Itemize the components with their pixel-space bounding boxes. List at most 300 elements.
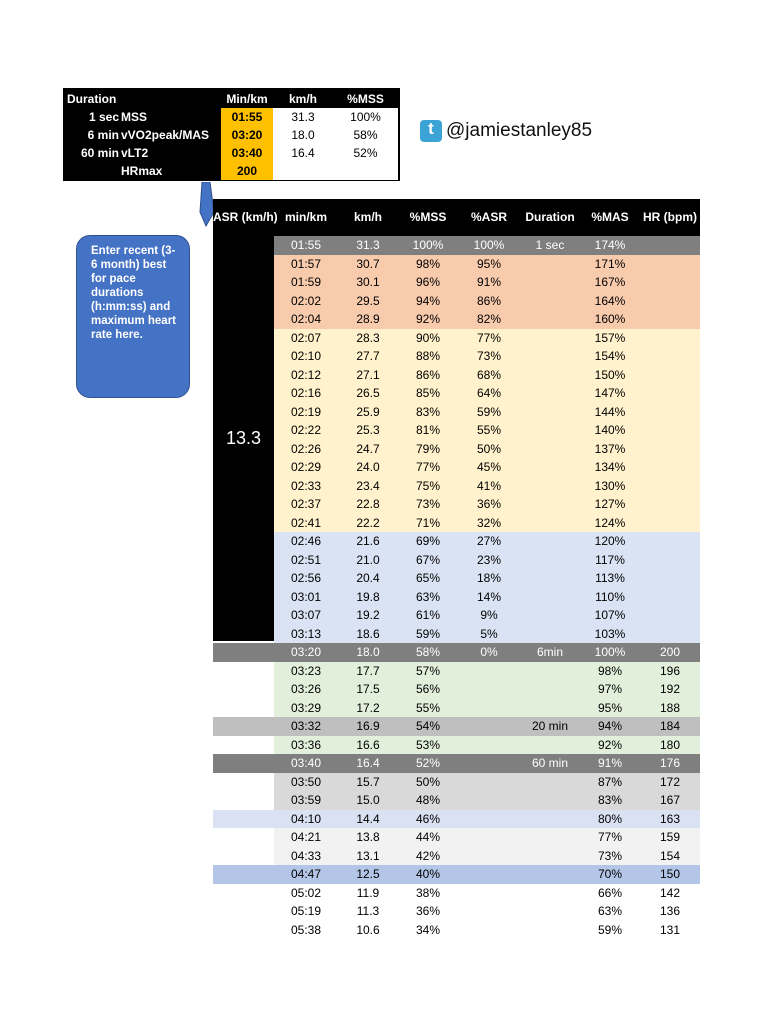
cell-mss: 67% [415,552,441,567]
cell-kmh: 20.4 [356,571,380,585]
cell-asr-percent [458,662,520,681]
cell-mas: 63% [597,904,623,918]
cell-pace: 04:21 [290,830,322,844]
cell-mas: 130% [594,478,626,493]
cell-asr-percent: 27% [476,534,502,548]
cell-duration [520,255,580,274]
table-row [274,403,700,422]
table-row [274,551,700,570]
input-duration [65,162,119,180]
cell-hr: 184 [659,719,681,733]
table-row [274,440,700,459]
cell-duration [520,847,580,866]
cell-mss: 73% [415,497,441,511]
cell-mas: 66% [597,885,623,900]
cell-duration [520,458,580,477]
header-kmh: km/h [288,92,317,106]
cell-duration [520,884,580,903]
table-row [274,699,700,718]
mss-pace-input[interactable]: 01:55 [221,108,273,126]
cell-asr-percent: 23% [476,552,502,567]
cell-duration: 1 sec [535,238,565,252]
cell-asr-percent: 32% [476,515,502,530]
cell-pace: 03:01 [290,589,322,604]
cell-kmh: 19.2 [356,608,380,622]
input-name: HRmax [121,164,163,178]
input-mss: 52% [333,144,398,162]
cell-pace: 02:41 [290,515,322,530]
cell-asr-percent [458,736,520,755]
input-row-hrmax [65,162,398,180]
cell-duration [520,366,580,385]
cell-asr-percent [458,828,520,847]
cell-pace: 05:19 [290,904,322,918]
cell-kmh: 27.7 [356,349,380,363]
input-kmh: 18.0 [273,126,333,144]
cell-mss: 94% [415,293,441,308]
cell-mas: 100% [594,645,626,659]
cell-mas: 154% [594,349,626,363]
cell-mss: 57% [415,663,441,678]
cell-mas: 98% [597,663,623,678]
cell-pace: 01:59 [290,275,322,289]
cell-hr [640,403,700,422]
cell-asr-percent: 9% [480,608,498,622]
cell-mas: 92% [597,737,623,752]
twitter-handle[interactable]: @jamiestanley85 [446,120,593,141]
table-row [274,736,700,755]
cell-hr [640,236,700,255]
col-duration: Duration [525,210,575,224]
cell-asr-percent [458,847,520,866]
cell-mss: 86% [415,367,441,382]
cell-asr-percent [458,921,520,940]
cell-kmh: 26.5 [356,386,380,400]
cell-kmh: 13.1 [356,848,380,863]
cell-mss: 79% [415,441,441,456]
cell-asr-percent: 91% [476,275,502,289]
cell-hr [640,310,700,329]
cell-pace: 03:13 [290,626,322,641]
table-row [274,588,700,607]
cell-duration [520,551,580,570]
twitter-handle-group [420,116,592,146]
cell-mas: 171% [594,256,626,271]
cell-mss: 58% [415,645,441,659]
cell-mss: 40% [415,867,441,881]
cell-mss: 96% [415,275,441,289]
table-row [274,384,700,403]
cell-pace: 03:20 [290,645,322,659]
cell-asr-percent [458,773,520,792]
input-row-mss [65,108,398,126]
cell-pace: 02:16 [290,386,322,400]
cell-kmh: 28.9 [356,312,380,326]
cell-mas: 97% [597,682,623,696]
cell-duration [520,625,580,644]
cell-mss: 55% [415,700,441,715]
cell-mas: 77% [597,830,623,844]
cell-kmh: 31.3 [356,238,380,252]
cell-pace: 03:40 [290,756,322,770]
cell-kmh: 23.4 [356,478,380,493]
cell-hr: 180 [659,737,681,752]
cell-pace: 02:04 [290,312,322,326]
cell-pace: 02:29 [290,460,322,474]
cell-hr [640,569,700,588]
cell-hr: 192 [659,682,681,696]
cell-duration [520,347,580,366]
cell-hr [640,440,700,459]
cell-pace: 03:50 [290,774,322,789]
table-row [274,347,700,366]
cell-kmh: 17.7 [356,663,380,678]
cell-hr: 196 [659,663,681,678]
table-row [274,255,700,274]
cell-kmh: 30.1 [356,275,380,289]
col-hr: HR (bpm) [643,210,697,224]
cell-mas: 140% [594,423,626,437]
cell-kmh: 27.1 [356,367,380,382]
cell-mas: 103% [594,626,626,641]
cell-mss: 36% [415,904,441,918]
cell-kmh: 28.3 [356,330,380,345]
cell-pace: 03:36 [290,737,322,752]
cell-asr-percent: 45% [476,460,502,474]
cell-mas: 144% [594,404,626,419]
cell-mss: 46% [415,811,441,826]
table-row [274,458,700,477]
cell-asr-percent: 18% [476,571,502,585]
cell-mas: 174% [594,238,626,252]
cell-asr-percent [458,791,520,810]
col-min-km: min/km [284,210,327,224]
cell-asr-percent [458,699,520,718]
cell-hr: 150 [659,867,681,881]
input-kmh [273,162,333,180]
table-row [274,847,700,866]
cell-asr-percent: 68% [476,367,502,382]
cell-hr: 200 [659,645,681,659]
cell-kmh: 29.5 [356,293,380,308]
cell-mas: 157% [594,330,626,345]
table-row [274,514,700,533]
table-row [274,366,700,385]
cell-asr-percent [458,754,520,773]
cell-duration [520,421,580,440]
cell-mas: 120% [594,534,626,548]
cell-pace: 02:37 [290,497,322,511]
cell-pace: 02:33 [290,478,322,493]
cell-hr [640,625,700,644]
cell-mss: 77% [415,460,441,474]
cell-hr: 172 [659,774,681,789]
input-table [63,88,400,181]
cell-duration [520,902,580,921]
cell-mas: 164% [594,293,626,308]
cell-mss: 53% [415,737,441,752]
input-kmh: 16.4 [273,144,333,162]
input-kmh: 31.3 [273,108,333,126]
cell-mss: 88% [415,349,441,363]
cell-mss: 100% [412,238,444,252]
cell-asr-percent [458,810,520,829]
instruction-callout [76,235,190,398]
table-row [274,921,700,940]
cell-mas: 117% [595,552,625,567]
cell-pace: 03:29 [290,700,322,715]
asr-value: 13.3 [225,428,262,448]
cell-kmh: 17.5 [356,682,380,696]
cell-kmh: 13.8 [356,830,380,844]
cell-kmh: 17.2 [356,700,380,715]
cell-hr [640,495,700,514]
cell-kmh: 11.3 [356,904,380,918]
cell-pace: 02:12 [290,367,322,382]
cell-pace: 02:56 [290,571,322,585]
input-name: vVO2peak/MAS [121,128,210,142]
cell-kmh: 11.9 [356,885,380,900]
cell-duration [520,810,580,829]
cell-mas: 160% [594,312,626,326]
table-row [274,495,700,514]
table-row [274,532,700,551]
cell-kmh: 12.5 [356,867,380,881]
cell-mas: 150% [594,367,626,382]
cell-kmh: 22.8 [356,497,380,511]
cell-kmh: 16.9 [356,719,380,733]
cell-duration [520,773,580,792]
cell-mss: 71% [415,515,441,530]
cell-duration [520,495,580,514]
cell-mss: 92% [415,312,441,326]
table-row [274,680,700,699]
cell-hr: 154 [659,848,681,863]
cell-duration [520,310,580,329]
cell-mss: 54% [415,719,441,733]
cell-asr-percent: 82% [476,312,502,326]
cell-duration: 20 min [531,719,569,733]
cell-hr [640,606,700,625]
table-row [274,606,700,625]
table-row [274,884,700,903]
cell-kmh: 19.8 [356,589,380,604]
input-mss: 100% [333,108,398,126]
cell-duration [520,865,580,884]
cell-asr-percent: 64% [476,386,502,400]
cell-mas: 113% [595,571,625,585]
cell-hr [640,384,700,403]
cell-mas: 73% [597,848,623,863]
cell-hr [640,514,700,533]
cell-duration [520,384,580,403]
cell-hr: 142 [659,885,681,900]
cell-pace: 03:23 [290,663,322,678]
cell-pace: 01:55 [290,238,322,252]
cell-duration: 6min [536,645,563,659]
cell-mss: 56% [415,682,441,696]
cell-asr-percent [458,865,520,884]
cell-duration [520,588,580,607]
cell-pace: 02:26 [290,441,322,456]
cell-kmh: 25.9 [356,404,380,419]
header-min-km: Min/km [226,92,268,106]
cell-hr: 136 [659,904,681,918]
table-row [274,310,700,329]
cell-hr [640,255,700,274]
cell-mss: 52% [415,756,441,770]
callout-text: Enter recent (3-6 month) best for pace durations (h:mm:ss) and maximum heart rate here. [91,245,177,341]
cell-mss: 85% [415,386,441,400]
cell-pace: 03:59 [290,793,322,807]
cell-asr-percent: 77% [476,330,502,345]
cell-hr: 188 [659,700,681,715]
cell-hr: 167 [659,793,681,807]
cell-mas: 87% [597,774,623,789]
input-mss [333,162,398,180]
cell-mss: 48% [415,793,441,807]
table-row [213,810,700,829]
cell-mas: 83% [597,793,623,807]
cell-asr-percent [458,902,520,921]
lt2-pace-input[interactable]: 03:40 [221,144,273,162]
mas-pace-input[interactable]: 03:20 [221,126,273,144]
cell-pace: 02:19 [290,404,322,419]
table-row [274,477,700,496]
table-row [274,662,700,681]
input-table-header [65,90,398,108]
cell-kmh: 18.6 [356,626,380,641]
table-row [274,828,700,847]
table-row [274,421,700,440]
cell-hr [640,421,700,440]
table-row [274,791,700,810]
input-duration: 6 min [87,128,119,142]
cell-mss: 38% [415,885,441,900]
col-mss: %MSS [409,210,447,224]
table-row [213,717,700,736]
cell-duration [520,477,580,496]
cell-duration [520,273,580,292]
input-name: MSS [121,110,148,124]
cell-kmh: 16.6 [356,737,380,752]
cell-duration [520,606,580,625]
cell-hr [640,477,700,496]
table-row [274,625,700,644]
cell-duration [520,532,580,551]
cell-mss: 59% [415,626,441,641]
cell-asr-percent: 36% [476,497,502,511]
cell-duration [520,699,580,718]
cell-kmh: 15.7 [356,774,380,789]
input-mss: 58% [333,126,398,144]
col-asr: ASR (km/h) [213,210,278,224]
cell-asr-percent: 50% [476,441,502,456]
header-name [119,90,221,108]
cell-hr: 163 [659,811,681,826]
cell-mas: 167% [594,275,626,289]
cell-mas: 91% [597,756,623,770]
cell-asr-percent: 55% [476,423,502,437]
cell-kmh: 30.7 [356,256,380,271]
input-row-lt2 [65,144,398,162]
cell-duration [520,736,580,755]
table-row [274,292,700,311]
cell-mss: 90% [415,330,441,345]
cell-duration [520,329,580,348]
hrmax-input[interactable]: 200 [221,162,273,180]
cell-pace: 03:32 [290,719,322,733]
cell-duration [520,828,580,847]
cell-asr-percent: 73% [476,349,502,363]
cell-mas: 107% [594,608,626,622]
table-row [213,865,700,884]
cell-pace: 04:10 [290,811,322,826]
cell-mss: 75% [415,478,441,493]
cell-kmh: 24.0 [356,460,380,474]
cell-asr-percent: 59% [476,404,502,419]
cell-hr [640,329,700,348]
cell-asr-percent: 86% [476,293,502,308]
cell-duration [520,514,580,533]
cell-pace: 02:07 [290,330,322,345]
cell-duration [520,921,580,940]
cell-asr-percent: 41% [476,478,502,493]
cell-duration [520,791,580,810]
cell-asr-percent [458,717,520,736]
cell-hr: 131 [659,922,681,937]
table-row [274,273,700,292]
cell-mas: 110% [595,589,625,604]
cell-asr-percent: 14% [476,589,502,604]
cell-kmh: 25.3 [356,423,380,437]
cell-pace: 04:33 [290,848,322,863]
cell-kmh: 16.4 [356,756,380,770]
cell-asr-percent [458,680,520,699]
cell-hr [640,532,700,551]
cell-mss: 42% [415,848,441,863]
cell-duration [520,292,580,311]
cell-pace: 02:02 [290,293,322,308]
cell-hr: 159 [659,830,681,844]
header-mss: %MSS [347,92,384,106]
col-asr-percent: %ASR [470,210,507,224]
cell-kmh: 18.0 [356,645,380,659]
twitter-icon [420,120,442,142]
cell-mas: 134% [594,460,626,474]
cell-pace: 03:07 [290,608,322,622]
cell-mss: 98% [415,256,441,271]
cell-mss: 81% [415,423,441,437]
cell-kmh: 24.7 [356,441,380,456]
cell-mas: 95% [597,700,623,715]
cell-hr [640,292,700,311]
cell-mas: 137% [594,441,626,456]
input-duration: 1 sec [88,110,119,124]
cell-hr [640,551,700,570]
cell-mas: 127% [594,497,626,511]
table-row [274,329,700,348]
col-mas: %MAS [591,210,629,224]
cell-kmh: 10.6 [356,922,380,937]
cell-kmh: 14.4 [356,811,380,826]
cell-duration: 60 min [531,756,569,770]
cell-asr-percent: 0% [480,645,498,659]
cell-pace: 02:51 [290,552,322,567]
cell-mas: 59% [597,922,623,937]
cell-pace: 02:46 [290,534,322,548]
cell-mss: 61% [415,608,441,622]
